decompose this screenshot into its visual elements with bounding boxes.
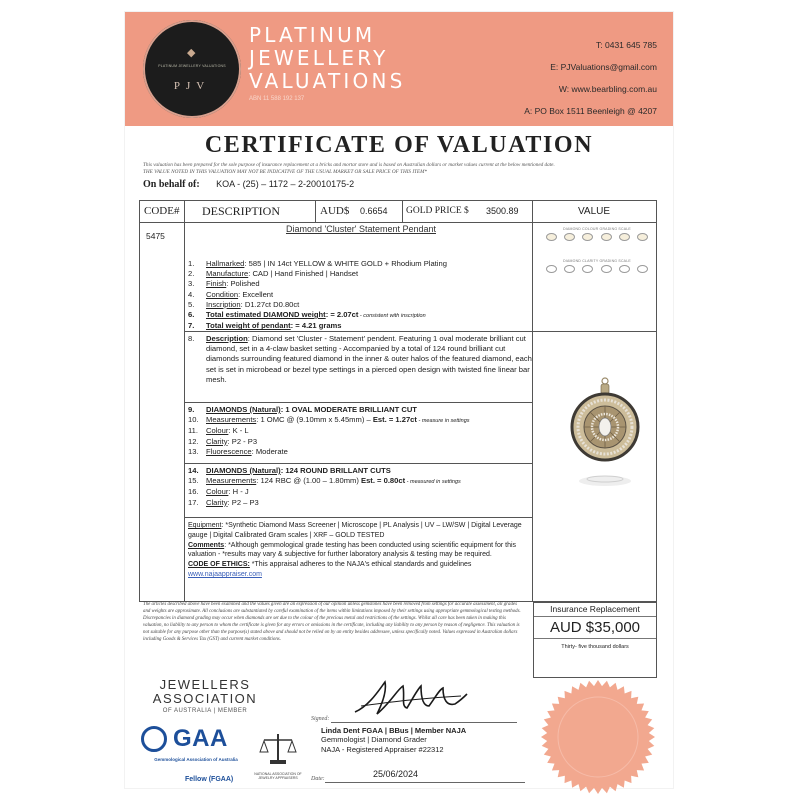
spec-value: : 1 OVAL MODERATE BRILLIANT CUT bbox=[280, 405, 417, 414]
spec-row bbox=[188, 269, 532, 279]
header-description: DESCRIPTION bbox=[202, 204, 281, 218]
clarity-swatch-icon bbox=[564, 265, 575, 273]
address: A: PO Box 1511 Beenleigh @ 4207 bbox=[524, 106, 657, 116]
letterhead bbox=[125, 12, 673, 126]
disclaimer-text: The articles described above have been examined and the values given are an expression of our opinion unless gemstones have been removed from settings for accurate assessment, all grades and weights are approximate. All conclusions are substantiated by careful examination of the items within limitations imposed by their settings using appropriate gemmological testing methods. Discrepancies in diamond grading may occur when diamonds are set due to the colour of the precious metal and restrictions of the settings. Whilst all care has been taken in making this valuation, no liability to any person to whom the certificate is given for any errors or omissions in the certificate, including any liability to any person by reason of negligence. This valuation is not suitable for any purpose other than the purpose(s) stated above and should not be relied on by an entity besides addressee, unless specifically noted. Values expressed in Australian dollars including Goods & Services Tax (GST) and current market conditions. bbox=[143, 602, 521, 642]
spec-value: : 585 | IN 14ct YELLOW & WHITE GOLD + Rhodium Plating bbox=[244, 259, 447, 268]
spec-row bbox=[188, 415, 532, 426]
clarity-scale-swatches bbox=[542, 265, 652, 273]
insurance-replacement-box bbox=[533, 602, 657, 678]
header-gold-value: 3500.89 bbox=[486, 206, 519, 216]
header-aud-value: 0.6654 bbox=[360, 206, 388, 216]
ja-line: ASSOCIATION bbox=[152, 691, 258, 706]
grader-registration: NAJA - Registered Appraiser #22312 bbox=[321, 744, 444, 754]
spec-number: 16. bbox=[188, 487, 199, 497]
description-text: : Diamond set 'Cluster - Statement' pendent. Featuring 1 oval moderate brilliant cut diamond, set in a 4-claw basket setting - Accompanied by a total of 124 round brilliant cut diamonds surrounding featured diamond in the inner & outer halos of the featured diamond, each set is set in microbead or bezel type settings in a pierced open design with twisted fine linear bar mesh. bbox=[206, 334, 532, 384]
spec-row bbox=[188, 498, 532, 508]
spec-row bbox=[188, 259, 532, 269]
abn-number: ABN 11 588 192 137 bbox=[249, 96, 305, 102]
spec-label: Clarity bbox=[206, 436, 228, 446]
spec-value: : CAD | Hand Finished | Handset bbox=[248, 269, 359, 279]
column-divider bbox=[315, 201, 316, 222]
row-divider bbox=[184, 463, 532, 464]
spec-row bbox=[188, 487, 532, 497]
spec-number: 8. bbox=[188, 334, 195, 343]
colour-grading-scale bbox=[542, 227, 652, 247]
gaa-full-name: Gemmological Association of Australia bbox=[154, 757, 238, 762]
spec-number: 5. bbox=[188, 299, 195, 309]
ethics-note bbox=[188, 560, 532, 570]
row-divider bbox=[184, 517, 532, 518]
spec-label: Total estimated DIAMOND weight bbox=[206, 310, 326, 320]
spec-number: 13. bbox=[188, 446, 199, 456]
grader-title: Gemmologist | Diamond Grader bbox=[321, 735, 427, 745]
clarity-swatch-icon bbox=[619, 265, 630, 273]
signed-label: Signed: bbox=[311, 716, 330, 722]
behalf-label: On behalf of: bbox=[143, 179, 200, 190]
spec-row bbox=[188, 476, 532, 487]
colour-scale-title: DIAMOND COLOUR GRADING SCALE bbox=[563, 227, 631, 231]
gaa-logo bbox=[141, 726, 251, 786]
spec-estimate: Est. = 0.80ct bbox=[361, 476, 406, 486]
clarity-scale-title: DIAMOND CLARITY GRADING SCALE bbox=[563, 259, 631, 263]
spec-row bbox=[188, 447, 532, 457]
spec-row bbox=[188, 290, 532, 300]
spec-number: 4. bbox=[188, 289, 195, 299]
spec-number: 2. bbox=[188, 269, 195, 279]
spec-value: : P2 – P3 bbox=[227, 497, 259, 507]
website: W: www.bearbling.com.au bbox=[558, 84, 657, 94]
spec-number: 10. bbox=[188, 415, 199, 425]
column-divider bbox=[402, 201, 403, 222]
certificate-page bbox=[125, 12, 673, 788]
spec-number: 1. bbox=[188, 259, 195, 268]
spec-label: Fluorescence bbox=[206, 446, 252, 456]
clarity-swatch-icon bbox=[546, 265, 557, 273]
spec-note: - measure in settings bbox=[416, 418, 470, 425]
spec-value: : Excellent bbox=[238, 289, 274, 299]
spec-label: Colour bbox=[206, 426, 229, 436]
spec-number: 7. bbox=[188, 321, 195, 331]
clarity-grading-scale bbox=[542, 259, 652, 279]
description-row bbox=[188, 334, 532, 385]
gaa-emblem-icon bbox=[141, 726, 167, 752]
brand-line: VALUATIONS bbox=[249, 69, 406, 93]
jewellers-association-logo bbox=[145, 678, 265, 714]
contact-block bbox=[487, 34, 657, 122]
spec-label: Measurements bbox=[206, 415, 257, 425]
valuation-table bbox=[139, 200, 657, 602]
spec-value: : K - L bbox=[228, 426, 249, 436]
halo-diamond-specs bbox=[188, 466, 532, 508]
row-divider bbox=[184, 402, 532, 403]
spec-value: : 124 RBC @ (1.00 – 1.80mm) bbox=[256, 476, 362, 486]
purpose-line: THE VALUE NOTED IN THIS VALUATION MAY NOT BE INDICATIVE OF THE USUAL MARKET OR SALE PRICE OF THIS ITEM* bbox=[143, 168, 428, 175]
gaa-fellow: Fellow (FGAA) bbox=[185, 776, 234, 783]
spec-label: Finish bbox=[206, 279, 227, 289]
spec-label: Hallmarked bbox=[206, 259, 245, 268]
header-value: VALUE bbox=[577, 206, 611, 217]
insurance-label: Insurance Replacement bbox=[550, 604, 640, 614]
clarity-swatch-icon bbox=[582, 265, 593, 273]
spec-note: - consistent with inscription bbox=[358, 313, 426, 320]
spec-row bbox=[188, 321, 532, 331]
testing-notes bbox=[188, 521, 532, 580]
equipment-text: : *Synthetic Diamond Mass Screener | Microscope | PL Analysis | UV – LW/SW | Digital Leverage gauge | Digital Calibrated Gram scales | XRF – GOLD TESTED bbox=[188, 522, 522, 539]
spec-number: 11. bbox=[188, 426, 198, 436]
spec-value: : = 2.07ct bbox=[325, 310, 359, 320]
purpose-line: This valuation has been prepared for the sole purpose of insurance replacement at a bricks and mortar store and is based on Australian dollars or market values current at the below mentioned date. bbox=[143, 162, 555, 168]
header-gold-label: GOLD PRICE $ bbox=[406, 206, 469, 216]
grader-details bbox=[321, 726, 466, 754]
spec-value: : = 4.21 grams bbox=[290, 321, 342, 331]
diamond-swatch-icon bbox=[619, 233, 630, 241]
spec-row bbox=[188, 310, 532, 321]
pendant-photo bbox=[568, 377, 642, 495]
item-title: Diamond 'Cluster' Statement Pendant bbox=[285, 224, 437, 234]
spec-label: DIAMONDS (Natural) bbox=[206, 405, 281, 414]
spec-value: : 124 ROUND BRILLANT CUTS bbox=[280, 466, 391, 475]
certificate-title: CERTIFICATE OF VALUATION bbox=[204, 132, 594, 158]
ja-member: OF AUSTRALIA | MEMBER bbox=[162, 708, 248, 714]
header-code: CODE# bbox=[144, 205, 180, 217]
clarity-swatch-icon bbox=[637, 265, 648, 273]
email: E: PJValuations@gmail.com bbox=[550, 62, 657, 72]
spec-row bbox=[188, 466, 532, 476]
naja-caption: NATIONAL ASSOCIATION OF JEWELRY APPRAISERS bbox=[254, 772, 302, 780]
header-divider bbox=[140, 222, 656, 223]
spec-value: : P2 - P3 bbox=[227, 436, 258, 446]
spec-value: : D1.27ct D0.80ct bbox=[240, 299, 300, 309]
spec-label: Total weight of pendant bbox=[206, 321, 291, 331]
phone: T: 0431 645 785 bbox=[596, 40, 657, 50]
naja-logo bbox=[253, 732, 303, 782]
spec-value: : 1 OMC @ (9.10mm x 5.45mm) – bbox=[256, 415, 373, 425]
diamond-swatch-icon bbox=[564, 233, 575, 241]
diamond-swatch-icon bbox=[582, 233, 593, 241]
logo-ring-text: PLATINUM JEWELLERY VALUATIONS bbox=[158, 64, 226, 68]
clarity-swatch-icon bbox=[601, 265, 612, 273]
spec-row bbox=[188, 279, 532, 289]
spec-number: 9. bbox=[188, 405, 195, 414]
spec-number: 14. bbox=[188, 466, 199, 475]
center-diamond-specs bbox=[188, 405, 532, 457]
spec-label: Condition bbox=[206, 289, 239, 299]
comments-label: Comments bbox=[188, 541, 225, 549]
naja-link[interactable]: www.najaappraiser.com bbox=[188, 570, 262, 578]
equipment-note bbox=[188, 521, 532, 541]
ethics-label: CODE OF ETHICS: bbox=[188, 561, 250, 569]
scales-of-justice-icon bbox=[258, 732, 298, 766]
diamond-swatch-icon bbox=[601, 233, 612, 241]
spec-estimate: Est. = 1.27ct bbox=[372, 415, 417, 425]
spec-label: Inscription bbox=[206, 299, 241, 309]
spec-row bbox=[188, 426, 532, 436]
spec-label: Manufacture bbox=[206, 269, 249, 279]
equipment-label: Equipment bbox=[188, 522, 222, 529]
date-line bbox=[325, 782, 525, 783]
pjv-logo bbox=[143, 20, 241, 118]
purpose-statement bbox=[143, 162, 663, 175]
spec-value: : H - J bbox=[228, 487, 249, 497]
diamond-icon: ◆ bbox=[187, 47, 196, 59]
spec-note: - measured in settings bbox=[405, 479, 461, 486]
grader-name: Linda Dent FGAA | BBus | Member NAJA bbox=[321, 726, 467, 735]
spec-value: : Moderate bbox=[251, 446, 288, 456]
insurance-amount-words: Thirty- five thousand dollars bbox=[561, 644, 629, 650]
comments-note bbox=[188, 541, 532, 561]
date-label: Date: bbox=[311, 776, 325, 782]
on-behalf-of bbox=[143, 179, 354, 190]
spec-label: Clarity bbox=[206, 497, 228, 507]
column-divider bbox=[184, 201, 185, 601]
embossed-seal bbox=[539, 678, 657, 796]
spec-number: 15. bbox=[188, 476, 199, 486]
spec-label: DIAMONDS (Natural) bbox=[206, 466, 281, 475]
colour-scale-swatches bbox=[542, 233, 652, 241]
gaa-wordmark: GAA bbox=[173, 725, 228, 752]
spec-row bbox=[188, 300, 532, 310]
spec-number: 6. bbox=[188, 310, 195, 320]
spec-label: Colour bbox=[206, 487, 229, 497]
description-label: Description bbox=[206, 334, 248, 343]
brand-line: PLATINUM bbox=[249, 23, 376, 47]
signature-line bbox=[331, 722, 517, 723]
logo-monogram: PJV bbox=[173, 80, 211, 92]
reference-number: KOA - (25) – 1172 – 2-20010175-2 bbox=[216, 179, 355, 189]
item-specs bbox=[188, 259, 532, 331]
comments-text: : *Although gemmological grade testing has been conducted using scientific equipment for this valuation - *results may vary & subjective for further laboratory analysis & testing may be required. bbox=[188, 541, 517, 559]
spec-label: Measurements bbox=[206, 476, 257, 486]
spec-row bbox=[188, 405, 532, 415]
item-description bbox=[188, 334, 532, 385]
header-aud-label: AUD$ bbox=[320, 205, 350, 217]
spec-number: 12. bbox=[188, 436, 199, 446]
brand-line: JEWELLERY bbox=[249, 46, 389, 70]
item-code: 5475 bbox=[146, 231, 165, 241]
column-divider bbox=[532, 201, 533, 601]
ja-line: JEWELLERS bbox=[159, 677, 251, 692]
spec-number: 17. bbox=[188, 497, 199, 507]
spec-row bbox=[188, 437, 532, 447]
spec-value: : Polished bbox=[226, 279, 260, 289]
date-value: 25/06/2024 bbox=[373, 769, 419, 779]
ethics-text: *This appraisal adheres to the NAJA's ethical standards and guidelines bbox=[249, 561, 472, 569]
diamond-swatch-icon bbox=[637, 233, 648, 241]
signature bbox=[351, 676, 471, 720]
brand-name bbox=[249, 24, 406, 93]
diamond-swatch-icon bbox=[546, 233, 557, 241]
spec-number: 3. bbox=[188, 279, 195, 289]
insurance-amount: AUD $35,000 bbox=[534, 616, 656, 639]
